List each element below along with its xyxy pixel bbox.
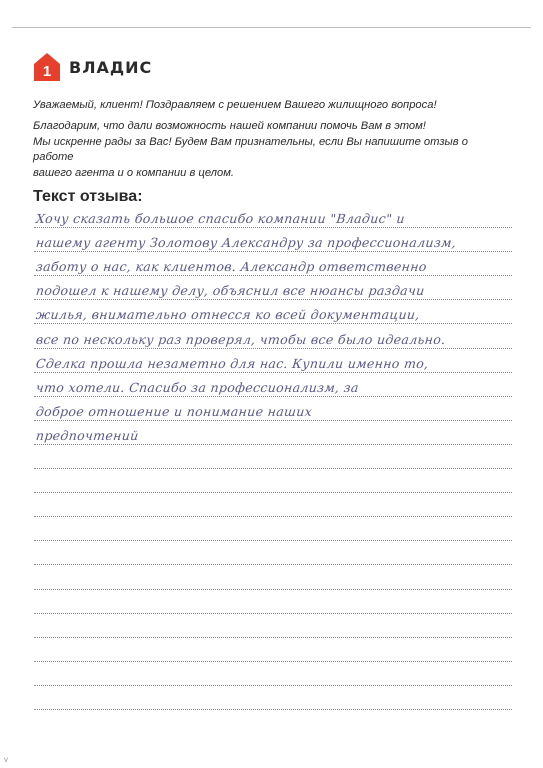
review-line [34, 686, 512, 710]
brand-name: ВЛАДИС [69, 57, 153, 77]
review-line [34, 300, 512, 324]
review-line [34, 590, 512, 614]
logo-digit: 1 [42, 63, 52, 80]
review-line [34, 324, 512, 348]
review-line [34, 204, 512, 228]
review-line [34, 493, 512, 517]
review-line [34, 565, 512, 589]
intro-paragraph [33, 119, 503, 181]
handwritten-text: все по нескольку раз проверял, чтобы все было идеально. [35, 331, 447, 347]
review-line [34, 252, 512, 276]
handwritten-text: жилья, внимательно отнесся ко всей документации, [35, 307, 421, 323]
intro-line-3: Мы искренне рады за Вас! Будем Вам признательны, если Вы напишите отзыв о работе [33, 135, 468, 163]
review-ruled-area [34, 204, 512, 710]
handwritten-text: Хочу сказать большое спасибо компании "Владис" и [35, 211, 406, 227]
review-line [34, 276, 512, 300]
handwritten-text: предпочтений [35, 427, 140, 443]
review-line [34, 445, 512, 469]
handwritten-text: Сделка прошла незаметно для нас. Купили именно то, [35, 355, 430, 371]
review-line [34, 541, 512, 565]
review-line [34, 228, 512, 252]
review-line [34, 517, 512, 541]
review-line [34, 421, 512, 445]
intro-line-2: Благодарим, что дали возможность нашей компании помочь Вам в этом! [33, 120, 426, 132]
review-line [34, 373, 512, 397]
handwritten-text: подошел к нашему делу, объяснил все нюансы раздачи [35, 283, 426, 299]
handwritten-text: заботу о нас, как клиентов. Александр ответственно [35, 259, 428, 275]
intro-line-1: Уважаемый, клиент! Поздравляем с решением Вашего жилищного вопроса! [33, 99, 437, 111]
review-line [34, 397, 512, 421]
top-divider [12, 27, 531, 28]
handwritten-text: что хотели. Спасибо за профессионализм, за [35, 379, 360, 395]
greeting-line [33, 98, 503, 114]
brand-logo [33, 52, 152, 82]
corner-mark: v [4, 755, 8, 764]
review-line [34, 614, 512, 638]
review-line [34, 662, 512, 686]
handwritten-text: нашему агенту Золотову Александру за профессионализм, [35, 235, 457, 251]
review-title: Текст отзыва: [33, 188, 143, 205]
handwritten-text: доброе отношение и понимание наших [35, 403, 313, 419]
review-line [34, 469, 512, 493]
intro-line-4: вашего агента и о компании в целом. [33, 166, 234, 179]
house-logo-icon [33, 52, 61, 82]
review-line [34, 349, 512, 373]
review-line [34, 638, 512, 662]
